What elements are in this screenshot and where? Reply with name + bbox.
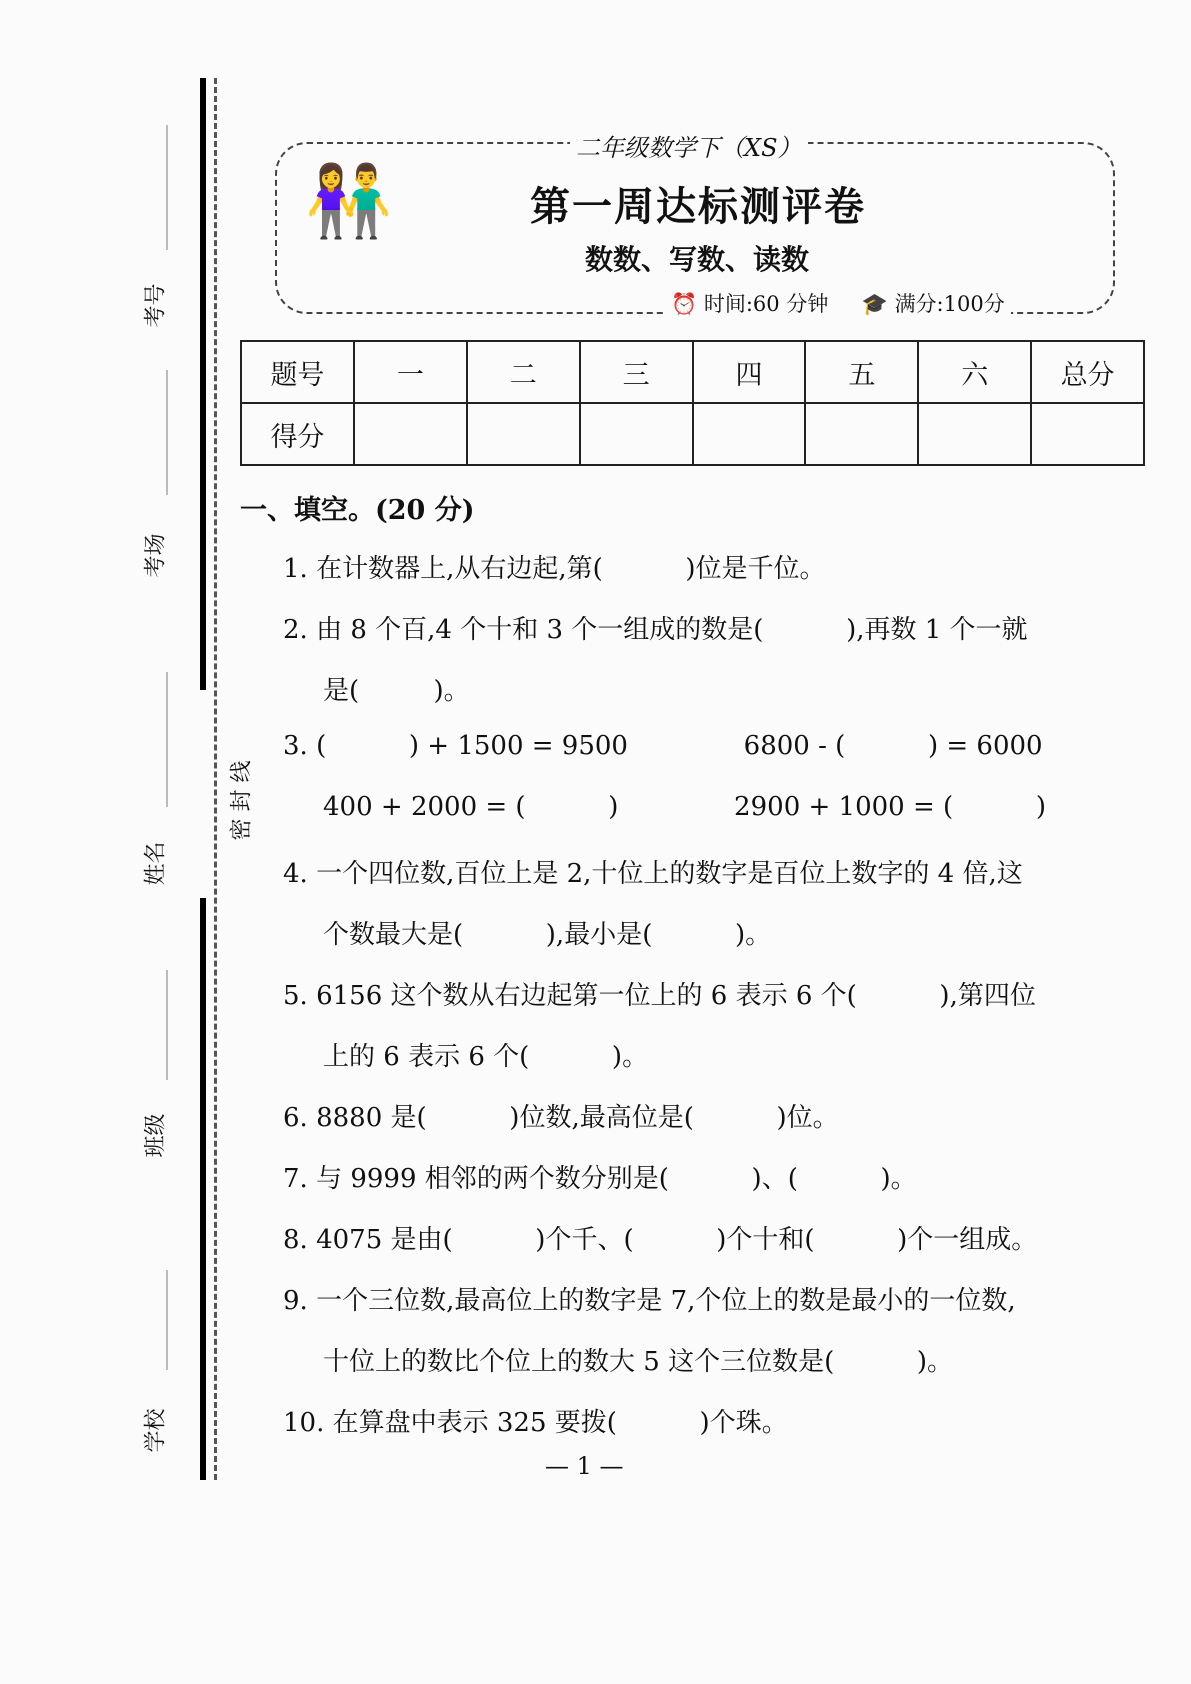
exam-number-label: 考号: [143, 283, 169, 328]
score-cell[interactable]: [354, 403, 467, 465]
binding-line: [200, 898, 206, 1480]
question-cont: 是( )。: [323, 676, 470, 706]
score-cell[interactable]: [580, 403, 693, 465]
question: 5. 6156 这个数从右边起第一位上的 6 表示 6 个( ),第四位: [283, 981, 1036, 1011]
blank-line: [166, 125, 168, 250]
topic: 数数、写数、读数: [585, 243, 810, 276]
score-cell[interactable]: [467, 403, 580, 465]
table-cell: 得分: [241, 403, 354, 465]
score-table: [240, 340, 1145, 466]
page-number: — 1 —: [545, 1452, 624, 1480]
full-score: 满分:100分: [894, 292, 1005, 316]
table-cell: 六: [918, 341, 1031, 403]
question: 10. 在算盘中表示 325 要拨( )个珠。: [283, 1408, 788, 1438]
score-cell[interactable]: [805, 403, 918, 465]
clock-icon: ⏰: [671, 292, 698, 316]
blank-line: [166, 970, 168, 1080]
table-cell: 二: [467, 341, 580, 403]
time-limit: 时间:60 分钟: [703, 292, 829, 316]
seal-line-label: 密 封 线: [229, 760, 255, 841]
table-cell: 五: [805, 341, 918, 403]
question: 9. 一个三位数,最高位上的数字是 7,个位上的数是最小的一位数,: [283, 1286, 1016, 1316]
question-cont: 十位上的数比个位上的数大 5 这个三位数是( )。: [323, 1347, 954, 1377]
cut-line: [214, 78, 217, 1480]
subtitle: 二年级数学下（XS）: [570, 128, 808, 163]
binding-line: [200, 78, 206, 690]
question-cont: 400 + 2000 = ( ) 2900 + 1000 = ( ): [323, 792, 1046, 822]
table-cell: 总分: [1031, 341, 1144, 403]
score-cell[interactable]: [918, 403, 1031, 465]
school-label: 学校: [143, 1408, 169, 1453]
table-cell: 题号: [241, 341, 354, 403]
question: 6. 8880 是( )位数,最高位是( )位。: [283, 1103, 839, 1133]
question: 4. 一个四位数,百位上是 2,十位上的数字是百位上数字的 4 倍,这: [283, 859, 1023, 889]
question: 8. 4075 是由( )个千、( )个十和( )个一组成。: [283, 1225, 1038, 1255]
exam-room-label: 考场: [143, 533, 169, 578]
blank-line: [166, 672, 168, 807]
score-cell[interactable]: [1031, 403, 1144, 465]
table-cell: 一: [354, 341, 467, 403]
question-cont: 个数最大是( ),最小是( )。: [323, 920, 772, 950]
name-label: 姓名: [143, 841, 169, 886]
table-row: [241, 403, 1144, 465]
exam-info: [665, 288, 1011, 318]
blank-line: [166, 370, 168, 495]
class-label: 班级: [143, 1113, 169, 1158]
question-cont: 上的 6 表示 6 个( )。: [323, 1042, 649, 1072]
question: 3. ( ) + 1500 = 9500 6800 - ( ) = 6000: [283, 731, 1043, 761]
blank-line: [166, 1270, 168, 1370]
graduation-cap-icon: 🎓: [861, 292, 888, 316]
section-title: 一、填空。(20 分): [240, 495, 475, 526]
table-row: [241, 341, 1144, 403]
score-cell[interactable]: [693, 403, 806, 465]
question: 7. 与 9999 相邻的两个数分别是( )、( )。: [283, 1164, 917, 1194]
table-cell: 四: [693, 341, 806, 403]
question: 2. 由 8 个百,4 个十和 3 个一组成的数是( ),再数 1 个一就: [283, 615, 1028, 645]
table-cell: 三: [580, 341, 693, 403]
question: 1. 在计数器上,从右边起,第( )位是千位。: [283, 554, 826, 584]
page-title: 第一周达标测评卷: [530, 183, 866, 230]
children-illustration-icon: 👫: [305, 160, 393, 242]
